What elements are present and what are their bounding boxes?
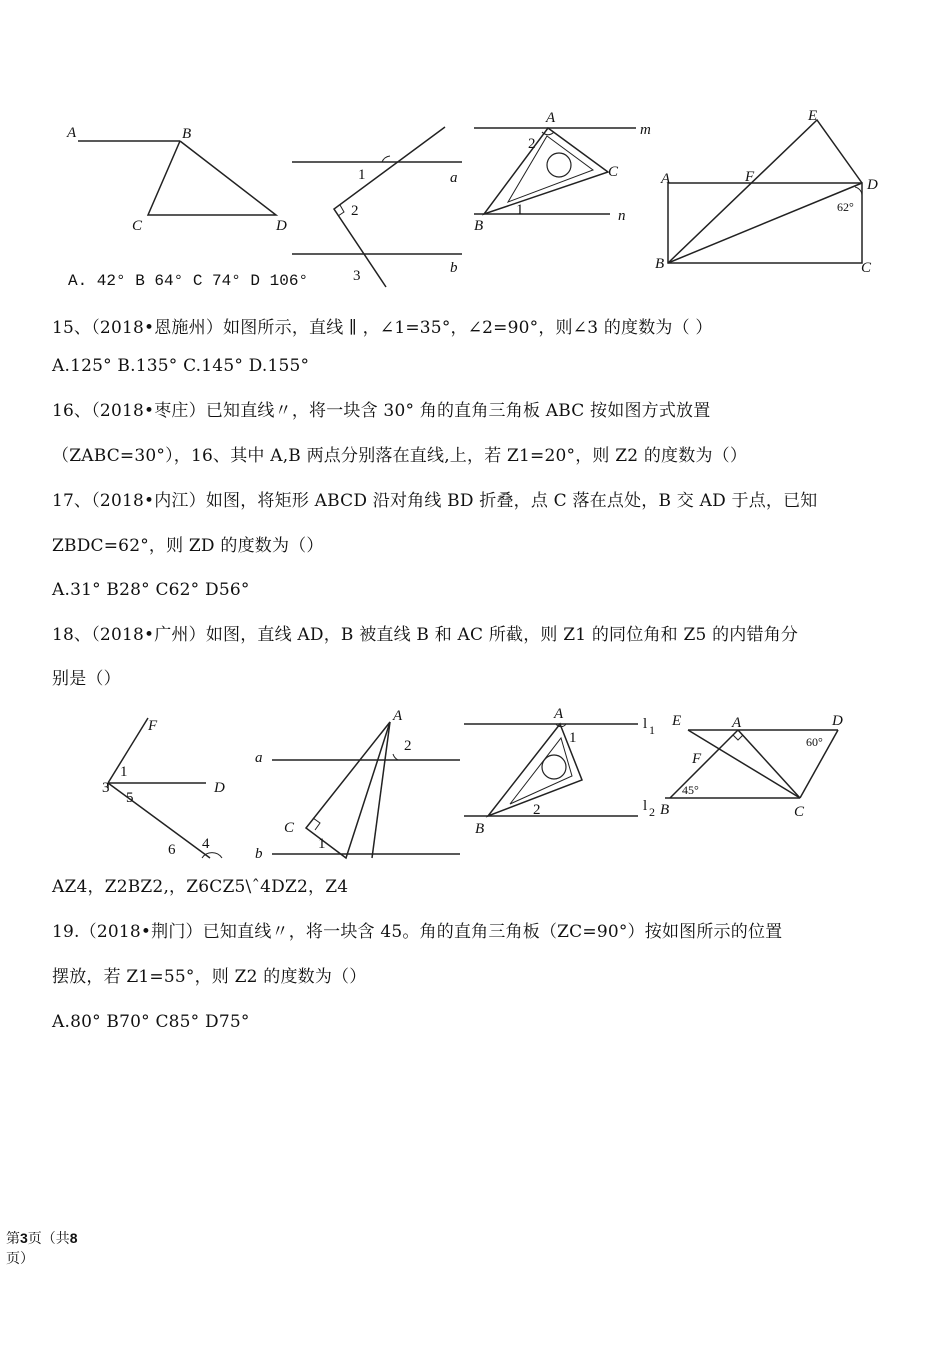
svg-text:C: C	[132, 218, 143, 234]
svg-text:A: A	[661, 171, 671, 187]
svg-text:B: B	[655, 256, 665, 272]
svg-text:a: a	[255, 750, 263, 766]
svg-text:E: E	[672, 713, 682, 729]
svg-text:1: 1	[649, 723, 655, 737]
svg-text:4: 4	[202, 836, 210, 852]
svg-text:l: l	[643, 798, 648, 814]
svg-text:D: D	[832, 713, 843, 729]
svg-text:C: C	[608, 164, 619, 180]
question-19-line-1: 19.（2018•荆门）已知直线〃，将一块含 45。角的直角三角板（ZC=90°）按如图所示的位置	[52, 922, 783, 942]
svg-text:60°: 60°	[806, 735, 823, 749]
svg-text:2: 2	[404, 738, 412, 754]
figure-6-triangle-parallel	[250, 704, 465, 864]
svg-text:m: m	[640, 122, 651, 138]
svg-text:1: 1	[318, 836, 326, 852]
question-17-line-1: 17、（2018•内江）如图，将矩形 ABCD 沿对角线 BD 折叠，点 C 落在点处，B 交 AD 于点，已知	[52, 491, 818, 511]
svg-text:6: 6	[168, 842, 176, 858]
svg-text:F: F	[745, 169, 755, 185]
svg-text:45°: 45°	[682, 783, 699, 797]
question-18-line-2: 别是（）	[52, 669, 121, 689]
question-17-line-2: ZBDC=62°，则 ZD 的度数为（）	[52, 536, 324, 556]
svg-text:A: A	[393, 708, 403, 724]
svg-text:62°: 62°	[837, 200, 854, 214]
figure-options-row: A. 42° B 64° C 74° D 106°	[68, 272, 309, 290]
svg-text:1: 1	[569, 730, 577, 746]
page-footer	[6, 1228, 116, 1269]
svg-text:1: 1	[516, 202, 524, 218]
svg-text:1: 1	[120, 764, 128, 780]
svg-text:B: B	[660, 802, 670, 818]
svg-text:C: C	[861, 260, 872, 276]
svg-text:C: C	[794, 804, 805, 820]
svg-text:A: A	[546, 110, 556, 126]
question-18-line-1: 18、（2018•广州）如图，直线 AD，B 被直线 B 和 AC 所截，则 Z1 的同位角和 Z5 的内错角分	[52, 625, 799, 645]
page-total: 8	[69, 1230, 78, 1246]
svg-text:n: n	[618, 208, 626, 224]
svg-text:A: A	[732, 715, 742, 731]
footer-prefix: 第	[6, 1231, 20, 1247]
figure-1-triangle	[60, 118, 300, 238]
figure-7-triangle-ruler	[460, 700, 665, 840]
svg-text:5: 5	[126, 790, 134, 806]
question-19-line-2: 摆放，若 Z1=55°，则 Z2 的度数为（）	[52, 967, 367, 987]
svg-text:A: A	[554, 706, 564, 722]
svg-text:D: D	[214, 780, 225, 796]
figure-2-parallel-lines	[290, 122, 470, 292]
footer-suffix: 页）	[6, 1251, 34, 1267]
svg-text:b: b	[255, 846, 263, 862]
svg-text:A: A	[67, 125, 77, 141]
svg-text:3: 3	[102, 780, 110, 796]
svg-text:F: F	[148, 718, 158, 734]
svg-text:a: a	[450, 170, 458, 186]
svg-text:1: 1	[358, 167, 366, 183]
page-number: 3	[20, 1230, 28, 1246]
svg-text:3: 3	[353, 268, 361, 284]
question-16-line-1: 16、（2018•枣庄）已知直线〃，将一块含 30° 角的直角三角板 ABC 按如图方式放置	[52, 401, 711, 421]
svg-text:2: 2	[351, 203, 359, 219]
svg-text:C: C	[284, 820, 295, 836]
question-15-options: A.125° B.135° C.145° D.155°	[52, 356, 310, 376]
svg-text:l: l	[643, 716, 648, 732]
svg-text:B: B	[474, 218, 484, 234]
svg-text:2: 2	[533, 802, 541, 818]
question-17-options: A.31° B28° C62° D56°	[52, 580, 250, 600]
svg-text:D: D	[276, 218, 287, 234]
figure-5-angles	[98, 708, 248, 863]
footer-middle: 页（共	[27, 1231, 70, 1247]
figure-3-triangle-ruler	[470, 110, 660, 235]
svg-text:b: b	[450, 260, 458, 276]
svg-text:B: B	[475, 821, 485, 837]
svg-text:D: D	[867, 177, 878, 193]
question-19-options: A.80° B70° C85° D75°	[52, 1012, 250, 1032]
svg-text:2: 2	[649, 805, 655, 819]
question-18-options: AZ4，Z2BZ2,，Z6CZ5\ˆ4DZ2，Z4	[52, 877, 349, 897]
figure-4-folded-rectangle	[655, 105, 885, 280]
svg-text:F: F	[692, 751, 702, 767]
svg-text:B: B	[182, 126, 192, 142]
question-15: 15、（2018•恩施州）如图所示，直线 ∥ ，∠1=35°，∠2=90°，则∠3 的度数为（ ）	[52, 318, 713, 338]
svg-text:2: 2	[528, 136, 536, 152]
question-16-line-2: （ZABC=30°），16、其中 A,B 两点分别落在直线,上，若 Z1=20°，则 Z2 的度数为（）	[52, 446, 748, 466]
svg-text:E: E	[808, 108, 818, 124]
figure-8-parallelogram	[660, 710, 860, 825]
